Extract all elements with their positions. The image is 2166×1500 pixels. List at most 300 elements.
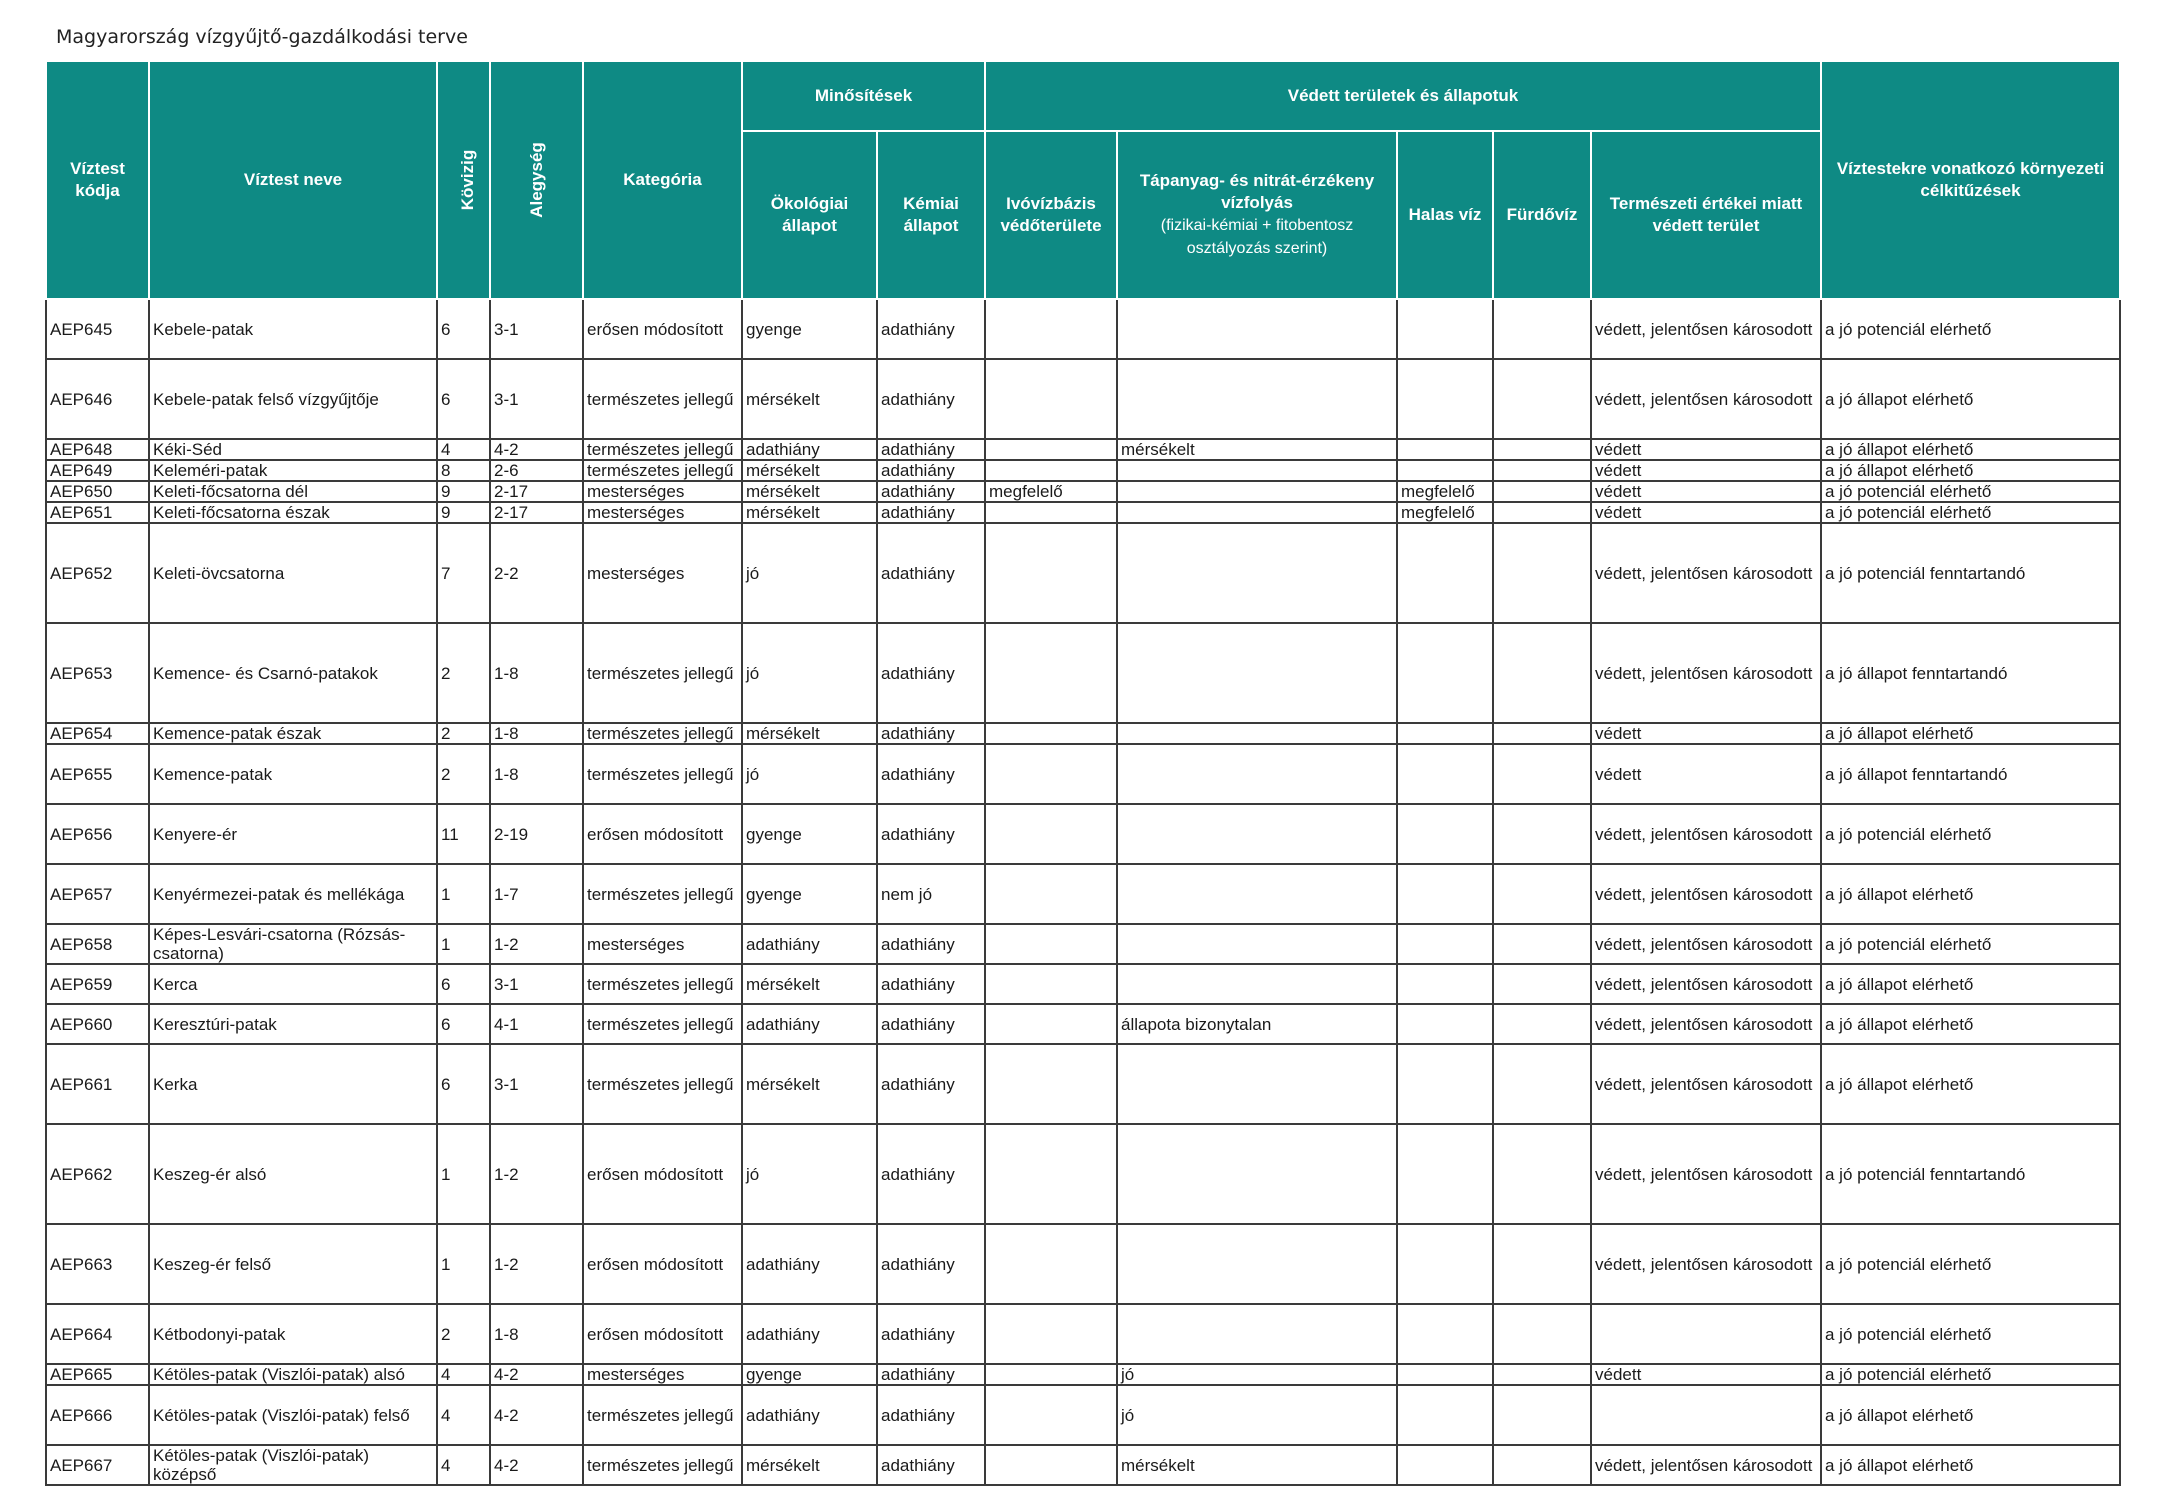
cell-celkituzes: a jó potenciál elérhető (1821, 804, 2120, 864)
cell-kategoria: erősen módosított (583, 804, 742, 864)
cell-okologiai: mérsékelt (742, 481, 877, 502)
cell-kemiai: adathiány (877, 744, 985, 804)
cell-celkituzes: a jó potenciál elérhető (1821, 1224, 2120, 1304)
cell-kategoria: mesterséges (583, 924, 742, 964)
cell-kovizig: 6 (437, 299, 490, 359)
cell-termeszeti: védett (1591, 1364, 1821, 1385)
table-row (46, 1044, 2120, 1124)
cell-furdoviz (1493, 804, 1591, 864)
table-row (46, 439, 2120, 460)
cell-ivovizbazis (985, 1124, 1117, 1224)
cell-ivovizbazis (985, 1385, 1117, 1445)
table-row (46, 1304, 2120, 1364)
header-vedett-teruletek: Védett területek és állapotuk (985, 61, 1821, 131)
cell-termeszeti: védett (1591, 744, 1821, 804)
cell-kategoria: természetes jellegű (583, 964, 742, 1004)
cell-halas-viz (1397, 623, 1493, 723)
cell-alegyseg: 1-8 (490, 744, 583, 804)
cell-code: AEP653 (46, 623, 149, 723)
cell-tapanyag (1117, 359, 1397, 439)
cell-kemiai: nem jó (877, 864, 985, 924)
cell-tapanyag (1117, 723, 1397, 744)
cell-tapanyag (1117, 964, 1397, 1004)
cell-code: AEP658 (46, 924, 149, 964)
cell-tapanyag: állapota bizonytalan (1117, 1004, 1397, 1044)
cell-code: AEP662 (46, 1124, 149, 1224)
table-row (46, 1364, 2120, 1385)
cell-okologiai: gyenge (742, 1364, 877, 1385)
cell-kategoria: természetes jellegű (583, 623, 742, 723)
cell-kemiai: adathiány (877, 1224, 985, 1304)
cell-ivovizbazis (985, 964, 1117, 1004)
cell-okologiai: jó (742, 623, 877, 723)
cell-kovizig: 1 (437, 924, 490, 964)
cell-ivovizbazis (985, 1445, 1117, 1485)
table-row (46, 744, 2120, 804)
cell-alegyseg: 2-17 (490, 481, 583, 502)
cell-kovizig: 4 (437, 1445, 490, 1485)
cell-ivovizbazis (985, 299, 1117, 359)
table-row (46, 1224, 2120, 1304)
cell-ivovizbazis (985, 804, 1117, 864)
cell-kovizig: 4 (437, 1385, 490, 1445)
cell-name: Kétöles-patak (Viszlói-patak) felső (149, 1385, 437, 1445)
cell-ivovizbazis (985, 864, 1117, 924)
cell-kategoria: erősen módosított (583, 1304, 742, 1364)
table-row (46, 723, 2120, 744)
cell-termeszeti: védett, jelentősen károsodott (1591, 1445, 1821, 1485)
cell-kategoria: természetes jellegű (583, 1004, 742, 1044)
cell-code: AEP652 (46, 523, 149, 623)
cell-name: Keleti-főcsatorna dél (149, 481, 437, 502)
cell-alegyseg: 3-1 (490, 1044, 583, 1124)
cell-tapanyag (1117, 1044, 1397, 1124)
cell-kovizig: 7 (437, 523, 490, 623)
cell-kategoria: természetes jellegű (583, 359, 742, 439)
table-row (46, 1004, 2120, 1044)
cell-kovizig: 1 (437, 1124, 490, 1224)
header-kemiai: Kémiai állapot (877, 131, 985, 299)
cell-kemiai: adathiány (877, 1385, 985, 1445)
cell-okologiai: adathiány (742, 1304, 877, 1364)
cell-tapanyag (1117, 1124, 1397, 1224)
cell-tapanyag (1117, 864, 1397, 924)
cell-okologiai: gyenge (742, 804, 877, 864)
cell-okologiai: mérsékelt (742, 964, 877, 1004)
cell-code: AEP657 (46, 864, 149, 924)
cell-okologiai: adathiány (742, 1385, 877, 1445)
cell-furdoviz (1493, 1304, 1591, 1364)
cell-alegyseg: 4-2 (490, 439, 583, 460)
cell-kovizig: 2 (437, 723, 490, 744)
cell-celkituzes: a jó állapot fenntartandó (1821, 744, 2120, 804)
cell-kemiai: adathiány (877, 1445, 985, 1485)
cell-furdoviz (1493, 964, 1591, 1004)
table-row (46, 804, 2120, 864)
cell-name: Képes-Lesvári-csatorna (Rózsás-csatorna) (149, 924, 437, 964)
cell-okologiai: gyenge (742, 299, 877, 359)
cell-kemiai: adathiány (877, 964, 985, 1004)
cell-kategoria: természetes jellegű (583, 864, 742, 924)
table-row (46, 1385, 2120, 1445)
cell-kategoria: erősen módosított (583, 1124, 742, 1224)
cell-termeszeti: védett, jelentősen károsodott (1591, 1044, 1821, 1124)
cell-kemiai: adathiány (877, 460, 985, 481)
header-okologiai: Ökológiai állapot (742, 131, 877, 299)
table-header (46, 61, 2120, 299)
table-row (46, 481, 2120, 502)
cell-alegyseg: 1-7 (490, 864, 583, 924)
cell-termeszeti: védett (1591, 502, 1821, 523)
cell-termeszeti: védett (1591, 439, 1821, 460)
cell-alegyseg: 3-1 (490, 359, 583, 439)
cell-termeszeti: védett, jelentősen károsodott (1591, 623, 1821, 723)
cell-halas-viz (1397, 299, 1493, 359)
cell-termeszeti: védett, jelentősen károsodott (1591, 299, 1821, 359)
cell-kovizig: 6 (437, 1004, 490, 1044)
cell-termeszeti: védett, jelentősen károsodott (1591, 804, 1821, 864)
cell-tapanyag (1117, 623, 1397, 723)
cell-tapanyag: mérsékelt (1117, 439, 1397, 460)
cell-termeszeti: védett, jelentősen károsodott (1591, 964, 1821, 1004)
cell-termeszeti (1591, 1385, 1821, 1445)
cell-tapanyag (1117, 804, 1397, 864)
cell-halas-viz (1397, 744, 1493, 804)
cell-name: Kemence-patak (149, 744, 437, 804)
cell-termeszeti: védett, jelentősen károsodott (1591, 523, 1821, 623)
cell-celkituzes: a jó potenciál elérhető (1821, 502, 2120, 523)
header-minositesek: Minősítések (742, 61, 985, 131)
header-kategoria: Kategória (583, 61, 742, 299)
cell-kemiai: adathiány (877, 924, 985, 964)
header-ivovizbazis: Ivóvízbázis védőterülete (985, 131, 1117, 299)
cell-okologiai: mérsékelt (742, 359, 877, 439)
table-row (46, 623, 2120, 723)
cell-name: Keleti-főcsatorna észak (149, 502, 437, 523)
cell-halas-viz (1397, 1304, 1493, 1364)
cell-kovizig: 8 (437, 460, 490, 481)
cell-furdoviz (1493, 1445, 1591, 1485)
cell-alegyseg: 3-1 (490, 299, 583, 359)
cell-halas-viz (1397, 439, 1493, 460)
cell-name: Kemence-patak észak (149, 723, 437, 744)
cell-ivovizbazis (985, 1304, 1117, 1364)
cell-celkituzes: a jó potenciál elérhető (1821, 481, 2120, 502)
cell-kategoria: természetes jellegű (583, 744, 742, 804)
cell-ivovizbazis (985, 924, 1117, 964)
cell-kemiai: adathiány (877, 1044, 985, 1124)
cell-code: AEP650 (46, 481, 149, 502)
cell-halas-viz (1397, 1124, 1493, 1224)
cell-alegyseg: 2-6 (490, 460, 583, 481)
cell-ivovizbazis (985, 1224, 1117, 1304)
cell-kemiai: adathiány (877, 1364, 985, 1385)
cell-alegyseg: 4-2 (490, 1364, 583, 1385)
header-furdoviz: Fürdővíz (1493, 131, 1591, 299)
water-body-table (45, 60, 2121, 1486)
cell-termeszeti: védett, jelentősen károsodott (1591, 359, 1821, 439)
cell-ivovizbazis (985, 502, 1117, 523)
cell-alegyseg: 2-17 (490, 502, 583, 523)
cell-kemiai: adathiány (877, 804, 985, 864)
cell-termeszeti: védett (1591, 481, 1821, 502)
cell-halas-viz (1397, 964, 1493, 1004)
cell-name: Kerka (149, 1044, 437, 1124)
cell-kemiai: adathiány (877, 623, 985, 723)
cell-alegyseg: 4-1 (490, 1004, 583, 1044)
cell-okologiai: jó (742, 523, 877, 623)
cell-code: AEP648 (46, 439, 149, 460)
cell-code: AEP656 (46, 804, 149, 864)
cell-name: Kétbodonyi-patak (149, 1304, 437, 1364)
cell-kovizig: 1 (437, 864, 490, 924)
cell-furdoviz (1493, 864, 1591, 924)
cell-furdoviz (1493, 924, 1591, 964)
cell-halas-viz (1397, 1004, 1493, 1044)
cell-tapanyag (1117, 744, 1397, 804)
cell-tapanyag (1117, 502, 1397, 523)
cell-name: Kemence- és Csarnó-patakok (149, 623, 437, 723)
cell-code: AEP654 (46, 723, 149, 744)
cell-halas-viz (1397, 1224, 1493, 1304)
cell-name: Keszeg-ér alsó (149, 1124, 437, 1224)
cell-celkituzes: a jó potenciál elérhető (1821, 924, 2120, 964)
cell-ivovizbazis (985, 744, 1117, 804)
cell-alegyseg: 1-8 (490, 623, 583, 723)
header-tapanyag: Tápanyag- és nitrát-érzékeny vízfolyás (fizikai-kémiai + fitobentosz osztályozás szerint) (1117, 131, 1397, 299)
cell-name: Kebele-patak felső vízgyűjtője (149, 359, 437, 439)
cell-halas-viz (1397, 804, 1493, 864)
header-termeszeti: Természeti értékei miatt védett terület (1591, 131, 1821, 299)
cell-okologiai: mérsékelt (742, 723, 877, 744)
cell-kovizig: 2 (437, 1304, 490, 1364)
table-body (46, 299, 2120, 1485)
cell-kategoria: természetes jellegű (583, 460, 742, 481)
cell-okologiai: adathiány (742, 1004, 877, 1044)
cell-ivovizbazis (985, 1004, 1117, 1044)
cell-tapanyag (1117, 523, 1397, 623)
cell-ivovizbazis (985, 1364, 1117, 1385)
cell-furdoviz (1493, 502, 1591, 523)
cell-code: AEP665 (46, 1364, 149, 1385)
cell-okologiai: adathiány (742, 439, 877, 460)
cell-halas-viz (1397, 924, 1493, 964)
cell-kemiai: adathiány (877, 523, 985, 623)
cell-kemiai: adathiány (877, 1304, 985, 1364)
cell-furdoviz (1493, 623, 1591, 723)
table-row (46, 864, 2120, 924)
cell-code: AEP646 (46, 359, 149, 439)
cell-name: Kenyere-ér (149, 804, 437, 864)
cell-kovizig: 11 (437, 804, 490, 864)
table-row (46, 460, 2120, 481)
cell-halas-viz (1397, 1385, 1493, 1445)
cell-code: AEP666 (46, 1385, 149, 1445)
cell-celkituzes: a jó potenciál elérhető (1821, 299, 2120, 359)
cell-okologiai: jó (742, 744, 877, 804)
cell-ivovizbazis (985, 723, 1117, 744)
header-celkituzesek: Víztestekre vonatkozó környezeti célkitűzések (1821, 61, 2120, 299)
cell-okologiai: mérsékelt (742, 502, 877, 523)
cell-termeszeti: védett (1591, 723, 1821, 744)
table-row (46, 964, 2120, 1004)
table-row (46, 359, 2120, 439)
cell-furdoviz (1493, 1385, 1591, 1445)
cell-celkituzes: a jó potenciál elérhető (1821, 1364, 2120, 1385)
cell-alegyseg: 4-2 (490, 1385, 583, 1445)
cell-alegyseg: 1-8 (490, 723, 583, 744)
cell-kovizig: 2 (437, 744, 490, 804)
cell-tapanyag (1117, 1304, 1397, 1364)
cell-furdoviz (1493, 723, 1591, 744)
cell-furdoviz (1493, 744, 1591, 804)
cell-furdoviz (1493, 1124, 1591, 1224)
table-row (46, 299, 2120, 359)
cell-kategoria: mesterséges (583, 481, 742, 502)
cell-halas-viz (1397, 864, 1493, 924)
cell-celkituzes: a jó állapot elérhető (1821, 460, 2120, 481)
cell-halas-viz (1397, 359, 1493, 439)
cell-halas-viz (1397, 1364, 1493, 1385)
cell-kategoria: természetes jellegű (583, 1044, 742, 1124)
cell-kovizig: 6 (437, 359, 490, 439)
cell-okologiai: mérsékelt (742, 460, 877, 481)
cell-celkituzes: a jó potenciál elérhető (1821, 1304, 2120, 1364)
cell-kemiai: adathiány (877, 502, 985, 523)
cell-alegyseg: 3-1 (490, 964, 583, 1004)
cell-furdoviz (1493, 1004, 1591, 1044)
cell-furdoviz (1493, 359, 1591, 439)
cell-code: AEP661 (46, 1044, 149, 1124)
cell-furdoviz (1493, 481, 1591, 502)
table-row (46, 1124, 2120, 1224)
document-title: Magyarország vízgyűjtő-gazdálkodási terve (56, 26, 468, 48)
cell-kategoria: mesterséges (583, 523, 742, 623)
cell-kategoria: erősen módosított (583, 299, 742, 359)
table-row (46, 523, 2120, 623)
cell-ivovizbazis: megfelelő (985, 481, 1117, 502)
cell-termeszeti: védett, jelentősen károsodott (1591, 864, 1821, 924)
cell-kemiai: adathiány (877, 481, 985, 502)
cell-termeszeti (1591, 1304, 1821, 1364)
cell-halas-viz (1397, 723, 1493, 744)
cell-code: AEP659 (46, 964, 149, 1004)
cell-name: Keresztúri-patak (149, 1004, 437, 1044)
cell-okologiai: mérsékelt (742, 1044, 877, 1124)
cell-celkituzes: a jó állapot elérhető (1821, 1445, 2120, 1485)
cell-celkituzes: a jó állapot elérhető (1821, 864, 2120, 924)
cell-tapanyag: jó (1117, 1364, 1397, 1385)
cell-ivovizbazis (985, 1044, 1117, 1124)
cell-okologiai: mérsékelt (742, 1445, 877, 1485)
cell-okologiai: adathiány (742, 924, 877, 964)
cell-ivovizbazis (985, 359, 1117, 439)
cell-halas-viz: megfelelő (1397, 502, 1493, 523)
cell-name: Kéki-Séd (149, 439, 437, 460)
cell-furdoviz (1493, 439, 1591, 460)
cell-kemiai: adathiány (877, 1124, 985, 1224)
cell-alegyseg: 1-2 (490, 1224, 583, 1304)
cell-ivovizbazis (985, 439, 1117, 460)
cell-furdoviz (1493, 460, 1591, 481)
cell-furdoviz (1493, 299, 1591, 359)
cell-celkituzes: a jó állapot elérhető (1821, 964, 2120, 1004)
cell-alegyseg: 2-2 (490, 523, 583, 623)
cell-code: AEP667 (46, 1445, 149, 1485)
cell-tapanyag (1117, 460, 1397, 481)
cell-tapanyag (1117, 1224, 1397, 1304)
cell-okologiai: jó (742, 1124, 877, 1224)
cell-kovizig: 9 (437, 502, 490, 523)
table-row (46, 1445, 2120, 1485)
cell-okologiai: gyenge (742, 864, 877, 924)
cell-code: AEP651 (46, 502, 149, 523)
cell-code: AEP655 (46, 744, 149, 804)
cell-celkituzes: a jó állapot elérhető (1821, 723, 2120, 744)
cell-kovizig: 1 (437, 1224, 490, 1304)
header-halas-viz: Halas víz (1397, 131, 1493, 299)
cell-halas-viz (1397, 1445, 1493, 1485)
cell-celkituzes: a jó állapot elérhető (1821, 359, 2120, 439)
cell-name: Kebele-patak (149, 299, 437, 359)
cell-ivovizbazis (985, 523, 1117, 623)
cell-celkituzes: a jó állapot elérhető (1821, 1004, 2120, 1044)
cell-celkituzes: a jó állapot fenntartandó (1821, 623, 2120, 723)
cell-kovizig: 6 (437, 964, 490, 1004)
cell-name: Keszeg-ér felső (149, 1224, 437, 1304)
cell-celkituzes: a jó állapot elérhető (1821, 1044, 2120, 1124)
cell-halas-viz (1397, 1044, 1493, 1124)
cell-termeszeti: védett, jelentősen károsodott (1591, 1004, 1821, 1044)
cell-kategoria: mesterséges (583, 1364, 742, 1385)
cell-celkituzes: a jó potenciál fenntartandó (1821, 1124, 2120, 1224)
cell-name: Kétöles-patak (Viszlói-patak) középső (149, 1445, 437, 1485)
cell-celkituzes: a jó potenciál fenntartandó (1821, 523, 2120, 623)
cell-tapanyag (1117, 924, 1397, 964)
cell-tapanyag (1117, 481, 1397, 502)
table-row (46, 924, 2120, 964)
cell-kemiai: adathiány (877, 299, 985, 359)
cell-kategoria: természetes jellegű (583, 1385, 742, 1445)
header-name: Víztest neve (149, 61, 437, 299)
cell-name: Kenyérmezei-patak és mellékága (149, 864, 437, 924)
cell-termeszeti: védett, jelentősen károsodott (1591, 1124, 1821, 1224)
cell-halas-viz (1397, 460, 1493, 481)
cell-name: Keleméri-patak (149, 460, 437, 481)
cell-termeszeti: védett, jelentősen károsodott (1591, 1224, 1821, 1304)
cell-kemiai: adathiány (877, 1004, 985, 1044)
cell-termeszeti: védett, jelentősen károsodott (1591, 924, 1821, 964)
cell-name: Keleti-övcsatorna (149, 523, 437, 623)
cell-furdoviz (1493, 523, 1591, 623)
cell-kategoria: erősen módosított (583, 1224, 742, 1304)
cell-furdoviz (1493, 1224, 1591, 1304)
cell-kemiai: adathiány (877, 723, 985, 744)
cell-tapanyag: jó (1117, 1385, 1397, 1445)
cell-code: AEP663 (46, 1224, 149, 1304)
cell-alegyseg: 1-2 (490, 924, 583, 964)
cell-okologiai: adathiány (742, 1224, 877, 1304)
cell-name: Kétöles-patak (Viszlói-patak) alsó (149, 1364, 437, 1385)
cell-ivovizbazis (985, 460, 1117, 481)
cell-celkituzes: a jó állapot elérhető (1821, 1385, 2120, 1445)
cell-kovizig: 6 (437, 1044, 490, 1124)
cell-kovizig: 9 (437, 481, 490, 502)
cell-alegyseg: 4-2 (490, 1445, 583, 1485)
cell-alegyseg: 1-8 (490, 1304, 583, 1364)
cell-kovizig: 4 (437, 439, 490, 460)
cell-kategoria: mesterséges (583, 502, 742, 523)
